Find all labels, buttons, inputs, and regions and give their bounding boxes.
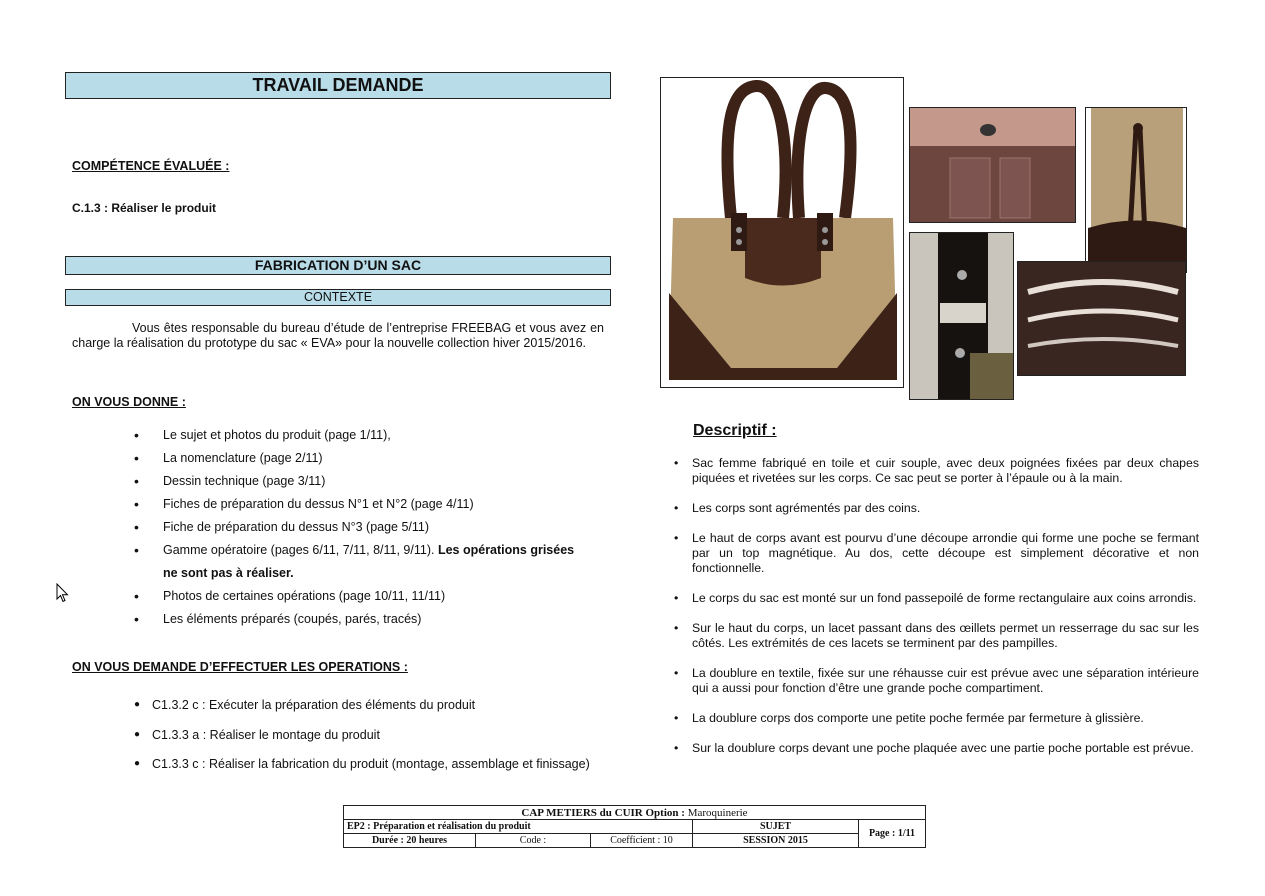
given-list xyxy=(134,424,614,631)
list-item: • Sur le haut du corps, un lacet passant dans des œillets permet un resserrage du sac sur les côtés. Les extrémités de ces lacets se terminent par des pampilles. xyxy=(674,621,1199,651)
list-item: • Les corps sont agrémentés par des coins. xyxy=(674,501,1199,516)
footer-table xyxy=(343,805,926,848)
footer-page: Page : 1/11 xyxy=(859,820,926,848)
footer-epreuve: EP2 : Préparation et réalisation du produit xyxy=(344,820,693,834)
main-bag-photo xyxy=(660,77,904,388)
given-heading: ON VOUS DONNE : xyxy=(72,395,186,409)
interior-zip-photo xyxy=(1017,261,1186,376)
competence-text: C.1.3 : Réaliser le produit xyxy=(72,201,217,215)
desc-list xyxy=(674,456,1199,771)
fabrication-banner xyxy=(65,256,611,275)
list-item: ● C1.3.2 c : Exécuter la préparation des éléments du produit xyxy=(134,694,624,724)
footer-duree: Durée : 20 heures xyxy=(344,834,476,848)
list-item: ● C1.3.3 c : Réaliser la fabrication du produit (montage, assemblage et finissage) xyxy=(134,753,624,783)
title-banner xyxy=(65,72,611,99)
page-title: TRAVAIL DEMANDE xyxy=(252,75,424,95)
tassel-photo xyxy=(1085,107,1187,273)
contexte-paragraph: Vous êtes responsable du bureau d’étude de l’entreprise FREEBAG et vous avez en charge la réalisation du prototype du sac « EVA» pour la nouvelle collection hiver 2015/2016. xyxy=(72,321,604,350)
list-item: • Sur la doublure corps devant une poche plaquée avec une partie poche portable est prévue. xyxy=(674,741,1199,756)
list-item: • La doublure en textile, fixée sur une réhausse cuir est prévue avec une séparation intérieure qui a aussi pour fonction d’être une grande poche compartiment. xyxy=(674,666,1199,696)
list-item: • Les éléments préparés (coupés, parés, tracés) xyxy=(134,608,614,631)
footer-session: SESSION 2015 xyxy=(693,834,859,848)
footer-title xyxy=(344,806,926,820)
list-item: • Dessin technique (page 3/11) xyxy=(134,470,614,493)
mouse-cursor-icon xyxy=(56,583,70,603)
list-item: • La doublure corps dos comporte une petite poche fermée par fermeture à glissière. xyxy=(674,711,1199,726)
footer-title-rest: Maroquinerie xyxy=(684,806,748,819)
list-item xyxy=(134,539,575,585)
contexte-banner xyxy=(65,289,611,306)
ops-heading: ON VOUS DEMANDE D’EFFECTUER LES OPERATIONS : xyxy=(72,660,408,674)
list-item: • Le haut de corps avant est pourvu d’une découpe arrondie qui forme une poche se fermant par un top magnétique. Au dos, cette découpe est simplement décorative et non fonctionnelle. xyxy=(674,531,1199,576)
footer-code: Code : xyxy=(476,834,591,848)
fabrication-heading: FABRICATION D’UN SAC xyxy=(254,257,422,273)
list-item: • Sac femme fabriqué en toile et cuir souple, avec deux poignées fixées par deux chapes piquées et rivetées sur les corps. Ce sac peut se porter à l’épaule ou à la main. xyxy=(674,456,1199,486)
gamme-text: Gamme opératoire (pages 6/11, 7/11, 8/11, 9/11). xyxy=(163,543,435,557)
desc-heading: Descriptif : xyxy=(693,422,777,439)
strap-rivet-photo xyxy=(909,232,1014,400)
contexte-heading: CONTEXTE xyxy=(303,290,373,304)
list-item: • Le sujet et photos du produit (page 1/11), xyxy=(134,424,614,447)
ops-list xyxy=(134,694,624,783)
list-item: • Fiches de préparation du dessus N°1 et N°2 (page 4/11) xyxy=(134,493,614,516)
list-item: • Fiche de préparation du dessus N°3 (page 5/11) xyxy=(134,516,614,539)
list-item: • La nomenclature (page 2/11) xyxy=(134,447,614,470)
lining-photo xyxy=(909,107,1076,223)
footer-sujet: SUJET xyxy=(693,820,859,834)
list-item: • Le corps du sac est monté sur un fond passepoilé de forme rectangulaire aux coins arrondis. xyxy=(674,591,1199,606)
list-item: • Photos de certaines opérations (page 10/11, 11/11) xyxy=(134,585,614,608)
competence-heading: COMPÉTENCE ÉVALUÉE : xyxy=(72,159,230,173)
list-item: ● C1.3.3 a : Réaliser le montage du produit xyxy=(134,724,624,754)
footer-title-bold: CAP METIERS du CUIR Option : xyxy=(521,806,685,819)
gamme-note: Les opérations grisées ne sont pas à réaliser. xyxy=(163,543,575,580)
footer-coefficient: Coefficient : 10 xyxy=(591,834,693,848)
